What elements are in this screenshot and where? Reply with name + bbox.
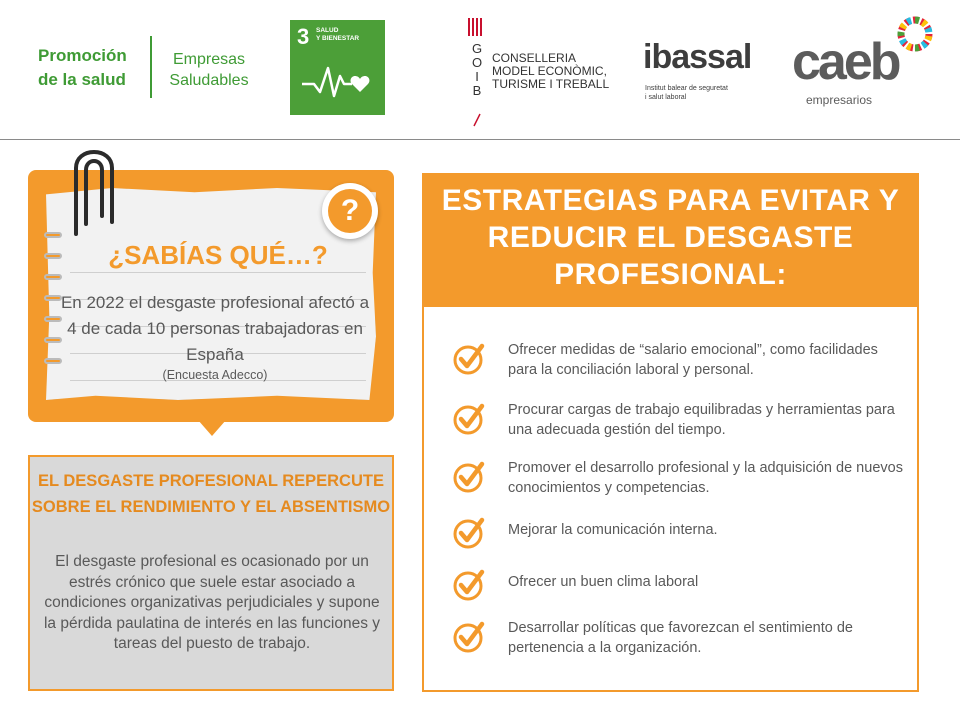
question-mark-glyph: ? [328, 189, 372, 233]
checkmark-icon [452, 618, 488, 654]
heartbeat-icon [300, 62, 376, 102]
promo-line-2: de la salud [38, 70, 126, 89]
paperclip-icon [62, 150, 116, 242]
empresas-line-2: Saludables [169, 72, 249, 89]
desgaste-body: El desgaste profesional es ocasionado por un estrés crónico que suele estar asociado a condiciones organizativas perjudiciales y supone la pérdida paulatina de interés en las funciones y tareas del puesto de trabajo. [43, 553, 381, 652]
ods-label-line-1: SALUD [316, 27, 339, 34]
caeb-subtitle: empresarios [806, 93, 873, 107]
sabias-que-source: (Encuesta Adecco) [162, 368, 268, 382]
empresas-saludables-label [163, 49, 255, 91]
estrategias-title: ESTRATEGIAS PARA EVITAR Y REDUCIR EL DESGASTE PROFESIONAL: [441, 184, 900, 291]
strategy-text: Procurar cargas de trabajo equilibradas y herramientas para una adecuada gestión del tiempo. [508, 402, 895, 438]
ods-number: 3 [297, 24, 310, 49]
logo-divider [150, 36, 152, 98]
conselleria-line-1: CONSELLERIA [492, 51, 577, 65]
ibassal-logo: ibassal [643, 38, 752, 76]
checkmark-icon [452, 566, 488, 602]
ibassal-subtitle [645, 84, 728, 102]
header-bar [0, 0, 960, 140]
conselleria-label [492, 52, 609, 91]
promo-line-1: Promoción [38, 46, 127, 65]
sabias-que-title: ¿SABÍAS QUÉ…? [108, 240, 328, 270]
checkmark-icon [452, 400, 488, 436]
conselleria-line-3: TURISME I TREBALL [492, 77, 610, 91]
ods-label [316, 27, 359, 43]
caeb-logo: caeb [792, 33, 899, 91]
strategy-text: Desarrollar políticas que favorezcan el sentimiento de pertenencia a la organización. [508, 620, 853, 656]
promocion-salud-logo [38, 44, 127, 92]
empresas-line-1: Empresas [172, 51, 246, 68]
sabias-card-pointer [198, 420, 226, 436]
ods-label-line-2: Y BIENESTAR [316, 35, 360, 42]
ibassal-sub-line-2: i salut laboral [645, 94, 687, 101]
checkmark-icon [452, 514, 488, 550]
strategy-text: Ofrecer un buen clima laboral [508, 574, 699, 590]
sabias-que-body: En 2022 el desgaste profesional afectó a 4 de cada 10 personas trabajadoras en España [60, 293, 370, 364]
strategy-text: Mejorar la comunicación interna. [508, 522, 718, 538]
sdg-wheel-icon [897, 16, 933, 52]
ods3-salud-bienestar-logo [290, 20, 385, 115]
checkmark-icon [452, 340, 488, 376]
question-mark-icon [322, 183, 378, 239]
desgaste-title: EL DESGASTE PROFESIONAL REPERCUTE SOBRE EL RENDIMIENTO Y EL ABSENTISMO [31, 472, 391, 516]
strategy-text: Ofrecer medidas de “salario emocional”, como facilidades para la conciliación laboral y personal. [508, 342, 878, 378]
strategy-text: Promover el desarrollo profesional y la adquisición de nuevos conocimientos y competencias. [508, 460, 903, 496]
goib-letters: G O I B [471, 41, 483, 98]
checkmark-icon [452, 458, 488, 494]
ibassal-sub-line-1: Institut balear de seguretat [645, 85, 728, 92]
conselleria-line-2: MODEL ECONÒMIC, [492, 64, 607, 78]
